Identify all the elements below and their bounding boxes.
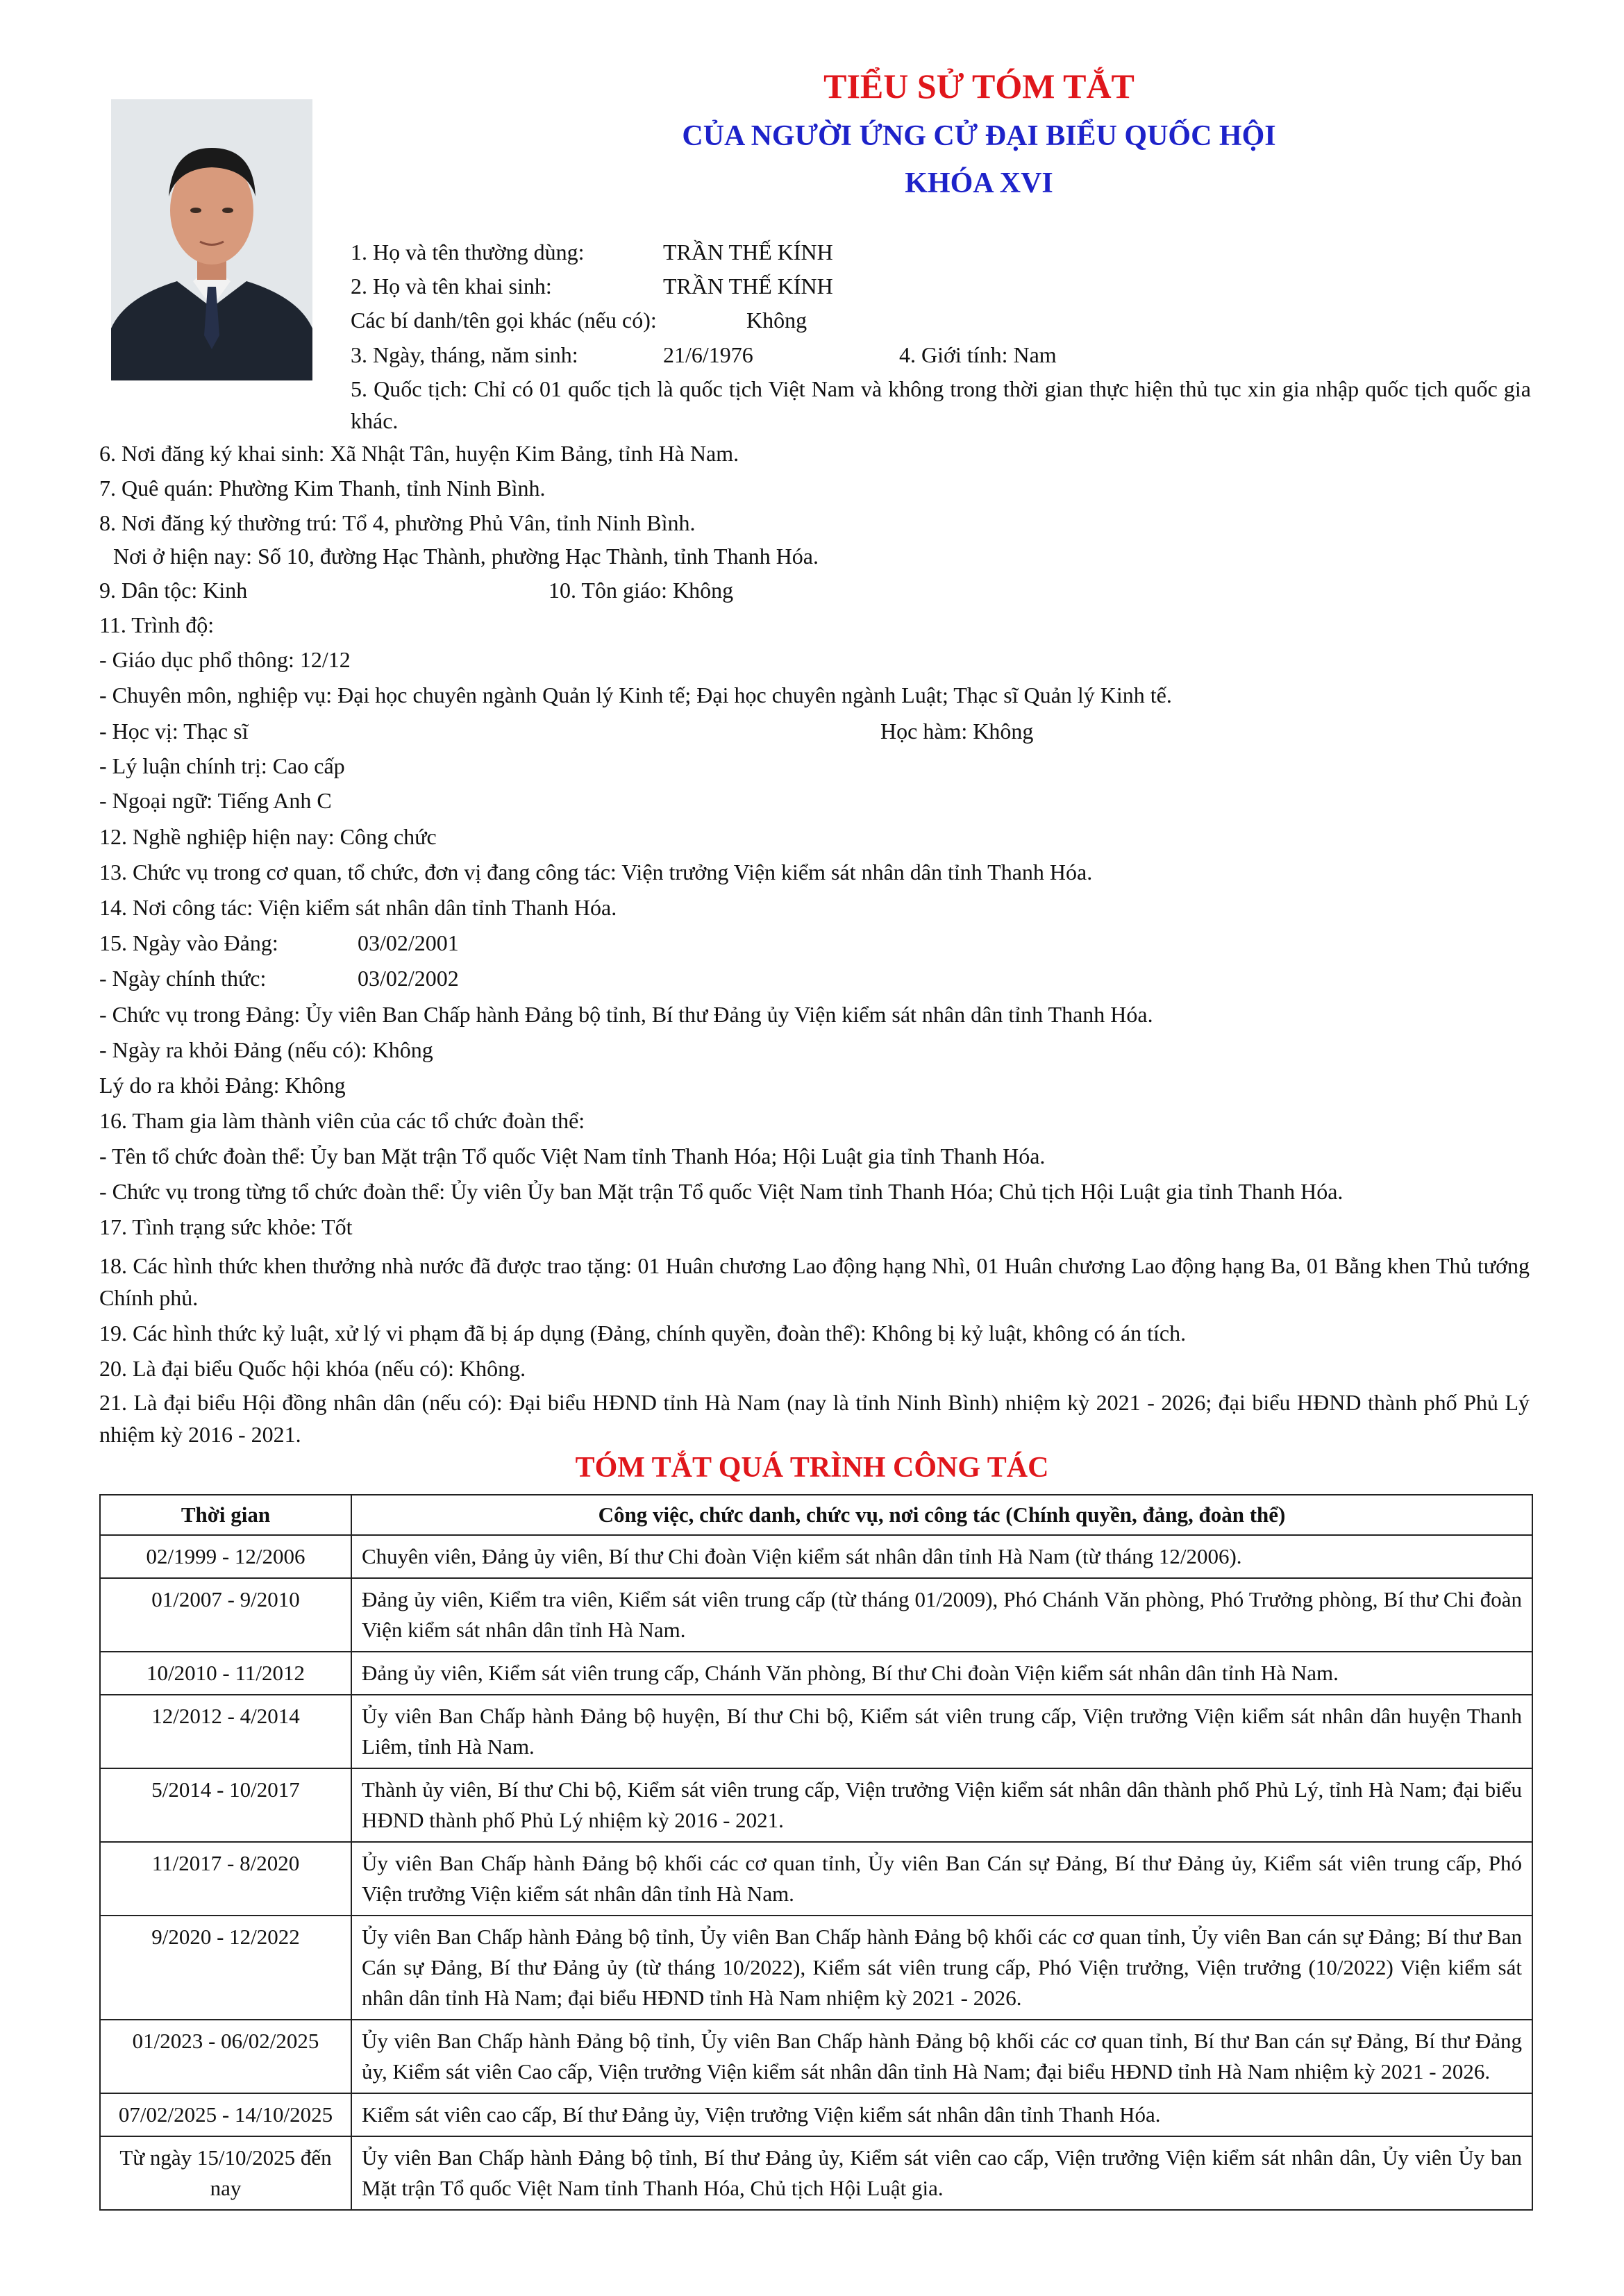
academic-degree: - Học vị: Thạc sĩ bbox=[99, 719, 249, 744]
current-address: Nơi ở hiện nay: Số 10, đường Hạc Thành, phường Hạc Thành, tỉnh Thanh Hóa. bbox=[113, 544, 819, 569]
period-cell: Từ ngày 15/10/2025 đến nay bbox=[100, 2136, 351, 2210]
party-official-date: 03/02/2002 bbox=[358, 966, 459, 991]
table-row bbox=[100, 1916, 1532, 2020]
table-row bbox=[100, 1535, 1532, 1578]
hometown: 7. Quê quán: Phường Kim Thanh, tỉnh Ninh Bình. bbox=[99, 476, 546, 501]
common-name-value: TRẦN THẾ KÍNH bbox=[663, 240, 833, 265]
foreign-language: - Ngoại ngữ: Tiếng Anh C bbox=[99, 788, 332, 813]
document-title: TIỂU SỬ TÓM TẮT bbox=[823, 67, 1135, 106]
alias-value: Không bbox=[746, 308, 807, 333]
dob-label: 3. Ngày, tháng, năm sinh: bbox=[351, 342, 578, 367]
description-cell: Ủy viên Ban Chấp hành Đảng bộ huyện, Bí thư Chi bộ, Kiểm sát viên trung cấp, Viện trưởng Viện kiểm sát nhân dân huyện Thanh Liêm, tỉnh Hà Nam. bbox=[351, 1695, 1532, 1768]
description-cell: Đảng ủy viên, Kiểm tra viên, Kiểm sát viên trung cấp (từ tháng 01/2009), Phó Chánh Văn phòng, Phó Trưởng phòng, Bí thư Chi đoàn Viện kiểm sát nhân dân tỉnh Hà Nam. bbox=[351, 1578, 1532, 1652]
period-cell: 01/2023 - 06/02/2025 bbox=[100, 2020, 351, 2093]
common-name-label: 1. Họ và tên thường dùng: bbox=[351, 240, 585, 265]
table-row bbox=[100, 2136, 1532, 2210]
document-term: KHÓA XVI bbox=[905, 167, 1053, 199]
period-cell: 12/2012 - 4/2014 bbox=[100, 1695, 351, 1768]
political-theory: - Lý luận chính trị: Cao cấp bbox=[99, 753, 345, 778]
na-delegate: 20. Là đại biểu Quốc hội khóa (nếu có): Không. bbox=[99, 1356, 526, 1381]
table-row bbox=[100, 2020, 1532, 2093]
occupation: 12. Nghề nghiệp hiện nay: Công chức bbox=[99, 824, 437, 849]
period-cell: 10/2010 - 11/2012 bbox=[100, 1652, 351, 1695]
professional-qualification: - Chuyên môn, nghiệp vụ: Đại học chuyên ngành Quản lý Kinh tế; Đại học chuyên ngành Luật; Thạc sĩ Quản lý Kinh tế. bbox=[99, 682, 1172, 707]
table-row bbox=[100, 1695, 1532, 1768]
birth-name-value: TRẦN THẾ KÍNH bbox=[663, 274, 833, 299]
birthplace: 6. Nơi đăng ký khai sinh: Xã Nhật Tân, huyện Kim Bảng, tỉnh Hà Nam. bbox=[99, 441, 739, 466]
residence: 8. Nơi đăng ký thường trú: Tổ 4, phường Phủ Vân, tỉnh Ninh Bình. bbox=[99, 510, 696, 535]
party-leave-reason: Lý do ra khỏi Đảng: Không bbox=[99, 1073, 346, 1098]
table-row bbox=[100, 1578, 1532, 1652]
column-header-description: Công việc, chức danh, chức vụ, nơi công tác (Chính quyền, đảng, đoàn thể) bbox=[351, 1495, 1532, 1535]
work-history-table bbox=[99, 1494, 1533, 2211]
general-education: - Giáo dục phổ thông: 12/12 bbox=[99, 647, 351, 672]
alias-label: Các bí danh/tên gọi khác (nếu có): bbox=[351, 308, 657, 333]
education-label: 11. Trình độ: bbox=[99, 612, 215, 637]
portrait-photo bbox=[111, 99, 312, 380]
council-delegate: 21. Là đại biểu Hội đồng nhân dân (nếu có): Đại biểu HĐND tỉnh Hà Nam (nay là tỉnh Ninh Bình) nhiệm kỳ 2021 - 2026; đại biểu HĐND thành phố Phủ Lý nhiệm kỳ 2016 - 2021. bbox=[99, 1390, 1530, 1447]
portrait-illustration bbox=[111, 99, 312, 380]
document-subtitle: CỦA NGƯỜI ỨNG CỬ ĐẠI BIỂU QUỐC HỘI bbox=[682, 120, 1276, 152]
work-history-title: TÓM TẮT QUÁ TRÌNH CÔNG TÁC bbox=[575, 1452, 1049, 1484]
table-row bbox=[100, 1842, 1532, 1916]
table-row bbox=[100, 2093, 1532, 2136]
column-header-time: Thời gian bbox=[100, 1495, 351, 1535]
health-status: 17. Tình trạng sức khỏe: Tốt bbox=[99, 1214, 353, 1239]
dob-value: 21/6/1976 bbox=[663, 342, 753, 367]
mass-org-label: 16. Tham gia làm thành viên của các tổ chức đoàn thể: bbox=[99, 1108, 585, 1133]
description-cell: Thành ủy viên, Bí thư Chi bộ, Kiểm sát viên trung cấp, Viện trưởng Viện kiểm sát nhân dân thành phố Phủ Lý, tỉnh Hà Nam; đại biểu HĐND thành phố Phủ Lý nhiệm kỳ 2016 - 2021. bbox=[351, 1768, 1532, 1842]
table-header-row bbox=[100, 1495, 1532, 1535]
description-cell: Ủy viên Ban Chấp hành Đảng bộ khối các cơ quan tỉnh, Ủy viên Ban Cán sự Đảng, Bí thư Đảng ủy, Kiểm sát viên trung cấp, Phó Viện trưởng Viện kiểm sát nhân dân tỉnh Hà Nam. bbox=[351, 1842, 1532, 1916]
period-cell: 11/2017 - 8/2020 bbox=[100, 1842, 351, 1916]
party-official-label: - Ngày chính thức: bbox=[99, 966, 267, 991]
party-join-date: 03/02/2001 bbox=[358, 930, 459, 955]
description-cell: Ủy viên Ban Chấp hành Đảng bộ tỉnh, Ủy viên Ban Chấp hành Đảng bộ khối các cơ quan tỉnh, Ủy viên Ban cán sự Đảng; Bí thư Ban Cán sự Đảng, Bí thư Đảng ủy (từ tháng 10/2022), Kiểm sát viên trung cấp, Phó Viện trưởng, Viện trưởng (10/2022) Viện kiểm sát nhân dân tỉnh Hà Nam; đại biểu HĐND tỉnh Hà Nam nhiệm kỳ 2021 - 2026. bbox=[351, 1916, 1532, 2020]
period-cell: 01/2007 - 9/2010 bbox=[100, 1578, 351, 1652]
table-row bbox=[100, 1652, 1532, 1695]
religion: 10. Tôn giáo: Không bbox=[549, 578, 734, 603]
workplace: 14. Nơi công tác: Viện kiểm sát nhân dân tỉnh Thanh Hóa. bbox=[99, 895, 617, 920]
description-cell: Đảng ủy viên, Kiểm sát viên trung cấp, Chánh Văn phòng, Bí thư Chi đoàn Viện kiểm sát nhân dân tỉnh Hà Nam. bbox=[351, 1652, 1532, 1695]
period-cell: 07/02/2025 - 14/10/2025 bbox=[100, 2093, 351, 2136]
ethnicity: 9. Dân tộc: Kinh bbox=[99, 578, 248, 603]
gender: 4. Giới tính: Nam bbox=[899, 342, 1057, 367]
description-cell: Kiểm sát viên cao cấp, Bí thư Đảng ủy, Viện trưởng Viện kiểm sát nhân dân tỉnh Thanh Hóa. bbox=[351, 2093, 1532, 2136]
mass-org-positions: - Chức vụ trong từng tổ chức đoàn thể: Ủy viên Ủy ban Mặt trận Tổ quốc Việt Nam tỉnh Thanh Hóa; Chủ tịch Hội Luật gia tỉnh Thanh Hóa. bbox=[99, 1179, 1343, 1204]
state-awards: 18. Các hình thức khen thưởng nhà nước đã được trao tặng: 01 Huân chương Lao động hạng Nhì, 01 Huân chương Lao động hạng Ba, 01 Bằng khen Thủ tướng Chính phủ. bbox=[99, 1253, 1530, 1310]
period-cell: 02/1999 - 12/2006 bbox=[100, 1535, 351, 1578]
current-position: 13. Chức vụ trong cơ quan, tổ chức, đơn vị đang công tác: Viện trưởng Viện kiểm sát nhân dân tỉnh Thanh Hóa. bbox=[99, 860, 1093, 885]
mass-org-names: - Tên tổ chức đoàn thể: Ủy ban Mặt trận Tổ quốc Việt Nam tỉnh Thanh Hóa; Hội Luật gia tỉnh Thanh Hóa. bbox=[99, 1143, 1046, 1168]
description-cell: Chuyên viên, Đảng ủy viên, Bí thư Chi đoàn Viện kiểm sát nhân dân tỉnh Hà Nam (từ tháng 12/2006). bbox=[351, 1535, 1532, 1578]
party-join-label: 15. Ngày vào Đảng: bbox=[99, 930, 278, 955]
party-leave: - Ngày ra khỏi Đảng (nếu có): Không bbox=[99, 1037, 433, 1062]
birth-name-label: 2. Họ và tên khai sinh: bbox=[351, 274, 552, 299]
period-cell: 9/2020 - 12/2022 bbox=[100, 1916, 351, 2020]
description-cell: Ủy viên Ban Chấp hành Đảng bộ tỉnh, Ủy viên Ban Chấp hành Đảng bộ khối các cơ quan tỉnh, Bí thư Ban cán sự Đảng, Bí thư Đảng ủy, Kiểm sát viên Cao cấp, Viện trưởng Viện kiểm sát nhân dân tỉnh Hà Nam; đại biểu HĐND tỉnh Hà Nam nhiệm kỳ 2021 - 2026. bbox=[351, 2020, 1532, 2093]
disciplinary-record: 19. Các hình thức kỷ luật, xử lý vi phạm đã bị áp dụng (Đảng, chính quyền, đoàn thể): Không bị kỷ luật, không có án tích. bbox=[99, 1321, 1187, 1346]
description-cell: Ủy viên Ban Chấp hành Đảng bộ tỉnh, Bí thư Đảng ủy, Kiểm sát viên cao cấp, Viện trưởng Viện kiểm sát nhân dân, Ủy viên Ủy ban Mặt trận Tổ quốc Việt Nam tỉnh Thanh Hóa, Chủ tịch Hội Luật gia. bbox=[351, 2136, 1532, 2210]
party-position: - Chức vụ trong Đảng: Ủy viên Ban Chấp hành Đảng bộ tỉnh, Bí thư Đảng ủy Viện kiểm sát nhân dân tỉnh Thanh Hóa. bbox=[99, 1002, 1153, 1027]
period-cell: 5/2014 - 10/2017 bbox=[100, 1768, 351, 1842]
academic-rank: Học hàm: Không bbox=[880, 719, 1034, 744]
nationality: 5. Quốc tịch: Chỉ có 01 quốc tịch là quốc tịch Việt Nam và không trong thời gian thực hiện thủ tục xin gia nhập quốc tịch quốc gia khác. bbox=[351, 376, 1531, 433]
table-row bbox=[100, 1768, 1532, 1842]
